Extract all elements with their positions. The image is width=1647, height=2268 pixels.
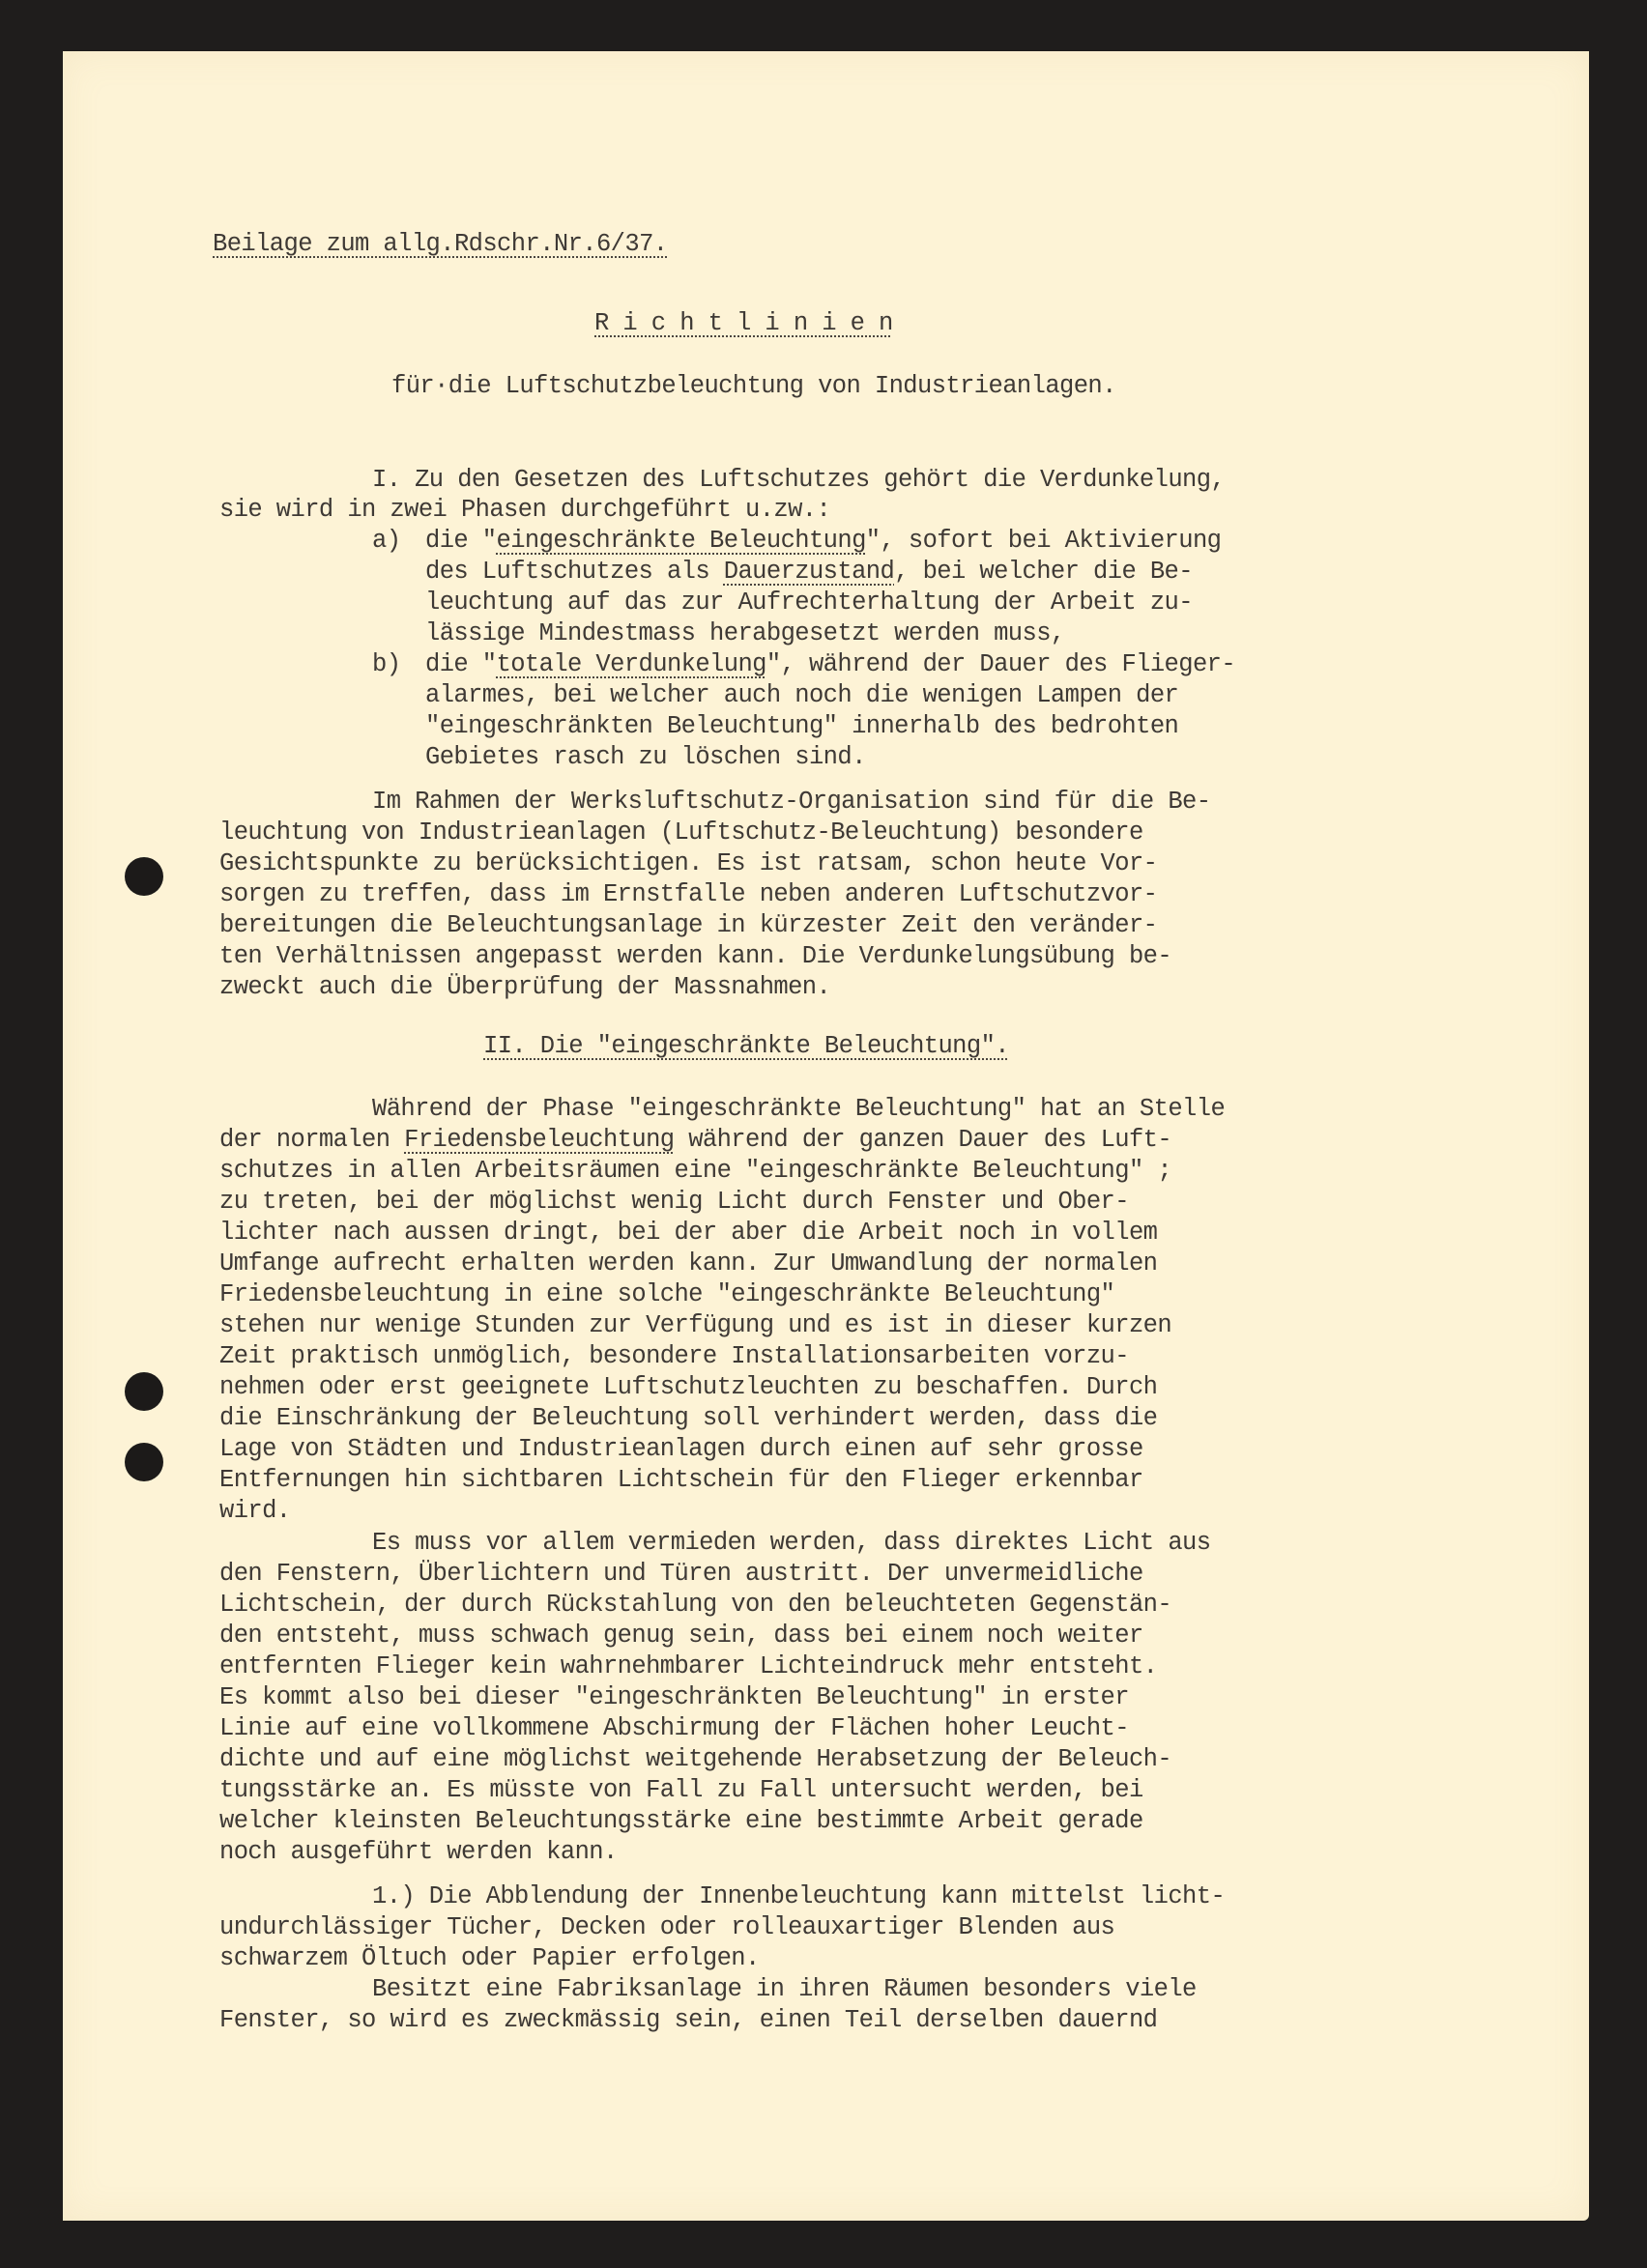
section2-p1-line: zu treten, bei der möglichst wenig Licht durch Fenster und Ober- — [219, 1188, 1129, 1216]
section2-p1-line: die Einschränkung der Beleuchtung soll verhindert werden, dass die — [219, 1404, 1158, 1432]
item-b-line3: "eingeschränkten Beleuchtung" innerhalb des bedrohten — [425, 712, 1179, 740]
section1-paragraph-line: ten Verhältnissen angepasst werden kann. Die Verdunkelungsübung be- — [219, 942, 1172, 970]
p1-line2-suffix: während der ganzen Dauer des Luft- — [674, 1126, 1172, 1154]
item-a-line2-term: Dauerzustand — [723, 558, 895, 586]
document-title: R i c h t l i n i e n — [594, 309, 893, 337]
section2-p2-line: Linie auf eine vollkommene Abschirmung der Flächen hoher Leucht- — [219, 1714, 1129, 1742]
section2-p1-line1: Während der Phase "eingeschränkte Beleuchtung" hat an Stelle — [372, 1095, 1226, 1123]
section2-p1-line: Friedensbeleuchtung in eine solche "eingeschränkte Beleuchtung" — [219, 1280, 1115, 1308]
section2-p2-line: tungsstärke an. Es müsste von Fall zu Fall untersucht werden, bei — [219, 1776, 1143, 1804]
section2-p2-line: den Fenstern, Überlichtern und Türen austritt. Der unvermeidliche — [219, 1560, 1143, 1588]
point1-line: undurchlässiger Tücher, Decken oder rolleauxartiger Blenden aus — [219, 1913, 1115, 1941]
section2-p1-line: schutzes in allen Arbeitsräumen eine "eingeschränkte Beleuchtung" ; — [219, 1157, 1172, 1185]
punch-hole — [125, 1372, 163, 1411]
section2-p2-line: welcher kleinsten Beleuchtungsstärke eine bestimmte Arbeit gerade — [219, 1807, 1143, 1835]
item-a-term: eingeschränkte Beleuchtung — [496, 527, 866, 555]
item-a-marker: a) — [372, 527, 401, 555]
section2-p1-line2 — [219, 1126, 1171, 1155]
section1-paragraph-line: Gesichtspunkte zu berücksichtigen. Es ist ratsam, schon heute Vor- — [219, 849, 1158, 877]
p1-line2-prefix: der normalen — [219, 1126, 405, 1154]
section2-heading: II. Die "eingeschränkte Beleuchtung". — [483, 1032, 1009, 1060]
section2-p1-line: lichter nach aussen dringt, bei der aber die Arbeit noch in vollem — [219, 1219, 1158, 1247]
section2-p1-line: wird. — [219, 1497, 291, 1525]
item-a-suffix: ", sofort bei Aktivierung — [865, 527, 1222, 555]
item-b-suffix: ", während der Dauer des Flieger- — [766, 650, 1236, 678]
section1-paragraph-line: zweckt auch die Überprüfung der Massnahmen. — [219, 973, 831, 1001]
item-b-line2: alarmes, bei welcher auch noch die wenigen Lampen der — [425, 681, 1179, 709]
section2-p2-line: dichte und auf eine möglichst weitgehende Herabsetzung der Beleuch- — [219, 1745, 1172, 1773]
item-b-line1 — [425, 650, 1235, 679]
item-b-line4: Gebietes rasch zu löschen sind. — [425, 743, 866, 771]
section2-p2-line: noch ausgeführt werden kann. — [219, 1838, 618, 1866]
item-a-line4: lässige Mindestmass herabgesetzt werden muss, — [425, 619, 1065, 647]
section2-p2-line: Es muss vor allem vermieden werden, dass direktes Licht aus — [372, 1529, 1211, 1557]
section2-p2-line: Lichtschein, der durch Rückstahlung von den beleuchteten Gegenstän- — [219, 1591, 1172, 1619]
section1-line: sie wird in zwei Phasen durchgeführt u.zw.: — [219, 496, 831, 524]
item-b-marker: b) — [372, 650, 401, 678]
section1-paragraph-line: sorgen zu treffen, dass im Ernstfalle neben anderen Luftschutzvor- — [219, 880, 1158, 908]
item-a-line2-prefix: des Luftschutzes als — [425, 558, 724, 586]
item-a-prefix: die " — [425, 527, 497, 555]
section1-line: I. Zu den Gesetzen des Luftschutzes gehört die Verdunkelung, — [372, 466, 1226, 494]
item-a-line2 — [425, 558, 1193, 587]
section1-paragraph-line: leuchtung von Industrieanlagen (Luftschutz-Beleuchtung) besondere — [219, 818, 1143, 847]
point1-line: schwarzem Öltuch oder Papier erfolgen. — [219, 1944, 760, 1972]
point1-line: 1.) Die Abblendung der Innenbeleuchtung kann mittelst licht- — [372, 1882, 1226, 1910]
document-header: Beilage zum allg.Rdschr.Nr.6/37. — [213, 230, 668, 258]
item-b-term: totale Verdunkelung — [496, 650, 766, 678]
section2-p2-line: entfernten Flieger kein wahrnehmbarer Lichteindruck mehr entsteht. — [219, 1652, 1158, 1680]
section2-p3-line: Fenster, so wird es zweckmässig sein, einen Teil derselben dauernd — [219, 2006, 1158, 2034]
section2-p1-line: Zeit praktisch unmöglich, besondere Installationsarbeiten vorzu- — [219, 1342, 1129, 1370]
section2-p1-line: Entfernungen hin sichtbaren Lichtschein für den Flieger erkennbar — [219, 1466, 1143, 1494]
section2-p3-line: Besitzt eine Fabriksanlage in ihren Räumen besonders viele — [372, 1975, 1197, 2003]
section2-p1-line: Umfange aufrecht erhalten werden kann. Zur Umwandlung der normalen — [219, 1249, 1158, 1278]
punch-hole — [125, 857, 163, 896]
p1-line2-term: Friedensbeleuchtung — [404, 1126, 675, 1154]
section2-p1-line: Lage von Städten und Industrieanlagen durch einen auf sehr grosse — [219, 1435, 1143, 1463]
punch-hole — [125, 1443, 163, 1481]
section2-p2-line: den entsteht, muss schwach genug sein, dass bei einem noch weiter — [219, 1622, 1143, 1650]
item-a-line2-suffix: , bei welcher die Be- — [894, 558, 1193, 586]
section1-paragraph-line: bereitungen die Beleuchtungsanlage in kürzester Zeit den veränder- — [219, 911, 1158, 939]
section1-paragraph-line: Im Rahmen der Werksluftschutz-Organisation sind für die Be- — [372, 788, 1211, 816]
section2-p1-line: nehmen oder erst geeignete Luftschutzleuchten zu beschaffen. Durch — [219, 1373, 1158, 1401]
item-b-prefix: die " — [425, 650, 497, 678]
document-subtitle: für·die Luftschutzbeleuchtung von Industrieanlagen. — [391, 372, 1116, 400]
item-a-line3: leuchtung auf das zur Aufrechterhaltung der Arbeit zu- — [425, 589, 1193, 617]
item-a-line1 — [425, 527, 1221, 556]
section2-p2-line: Es kommt also bei dieser "eingeschränkten Beleuchtung" in erster — [219, 1683, 1129, 1711]
section2-p1-line: stehen nur wenige Stunden zur Verfügung und es ist in dieser kurzen — [219, 1311, 1172, 1339]
